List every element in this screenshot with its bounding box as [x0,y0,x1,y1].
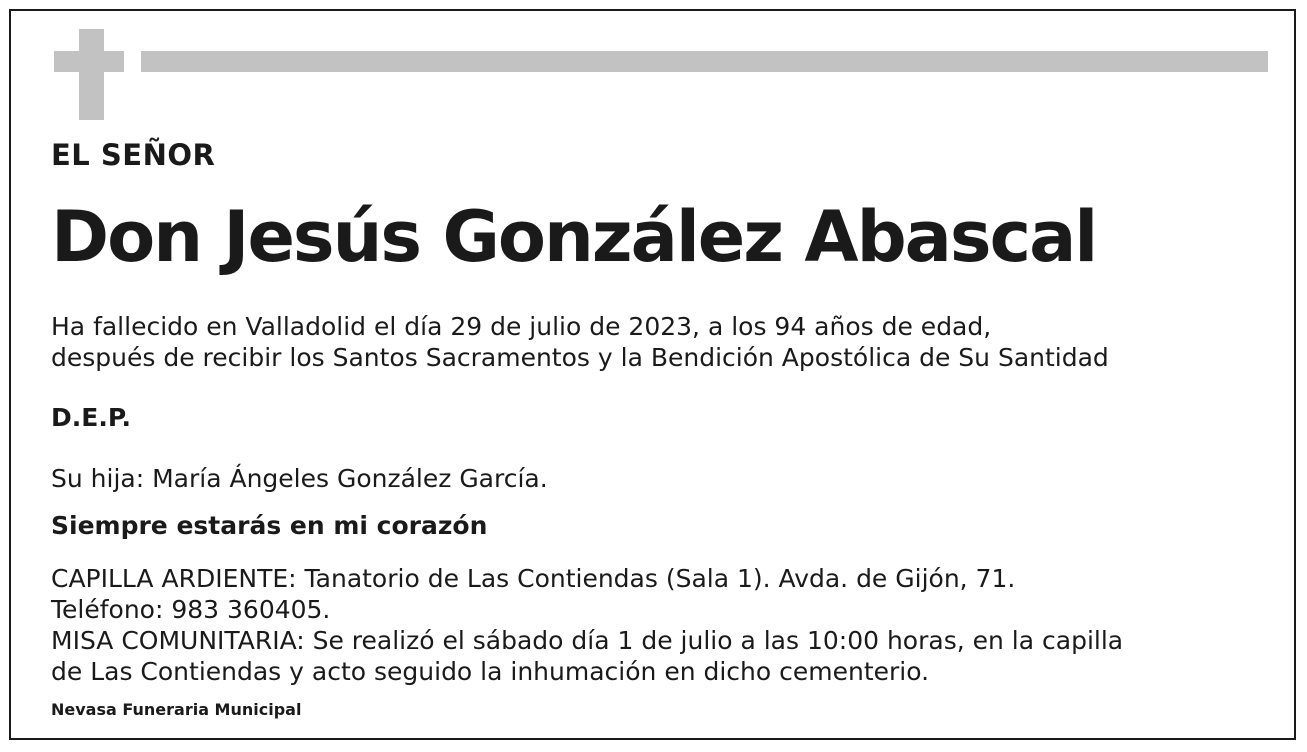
service-line: CAPILLA ARDIENTE: Tanatorio de Las Contiendas (Sala 1). Avda. de Gijón, 71. [51,564,1016,593]
deceased-name: Don Jesús González Abascal [51,196,1097,278]
cross-icon [79,29,104,120]
header-rule [141,51,1268,72]
funeral-home: Nevasa Funeraria Municipal [51,700,302,719]
death-announcement [51,311,1109,373]
rip-label: D.E.P. [51,403,132,432]
family-line: Su hija: María Ángeles González García. [51,464,548,493]
death-line: después de recibir los Santos Sacramentos y la Bendición Apostólica de Su Santidad [51,343,1109,372]
service-line: MISA COMUNITARIA: Se realizó el sábado día 1 de julio a las 10:00 horas, en la capilla [51,626,1124,655]
motto: Siempre estarás en mi corazón [51,511,488,540]
cross-icon-arm [54,51,124,72]
service-details [51,563,1123,687]
honorific: EL SEÑOR [51,138,216,172]
death-line: Ha fallecido en Valladolid el día 29 de julio de 2023, a los 94 años de edad, [51,312,992,341]
service-line: de Las Contiendas y acto seguido la inhumación en dicho cementerio. [51,657,930,686]
service-line: Teléfono: 983 360405. [51,595,331,624]
